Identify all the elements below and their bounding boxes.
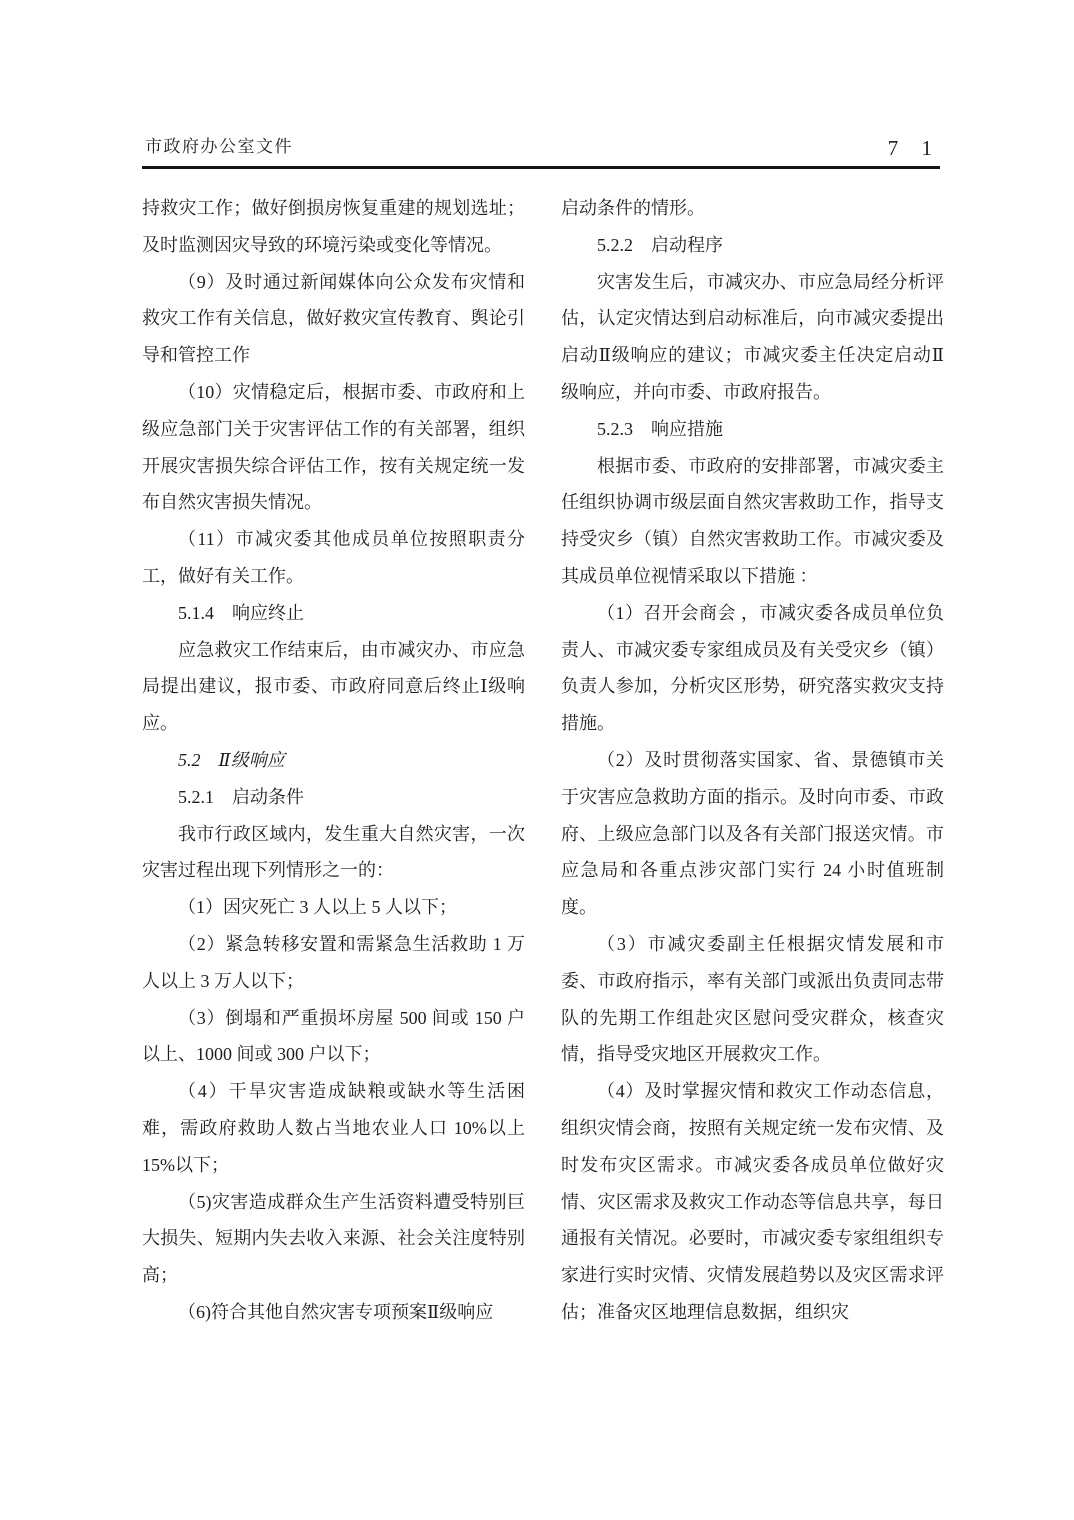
list-item: （4）干旱灾害造成缺粮或缺水等生活困难，需政府救助人数占当地农业人口 10%以上 15%以下； (142, 1081, 525, 1175)
paragraph: （10）灾情稳定后，根据市委、市政府和上级应急部门关于灾害评估工作的有关部署，组织开展灾害损失综合评估工作，按有关规定统一发布自然灾害损失情况。 (142, 381, 525, 513)
page-header (145, 132, 941, 160)
paragraph: 应急救灾工作结束后，由市减灾办、市应急局提出建议，报市委、市政府同意后终止Ⅰ级响应。 (142, 639, 525, 734)
paragraph: 持救灾工作；做好倒损房恢复重建的规划选址；及时监测因灾导致的环境污染或变化等情况。 (142, 198, 525, 255)
paragraph: （11）市减灾委其他成员单位按照职责分工，做好有关工作。 (142, 529, 525, 586)
list-item: （1）召开会商会 ，市减灾委各成员单位负责人、市减灾委专家组成员及有关受灾乡（镇）负责人参加，分析灾区形势，研究落实救灾支持措施。 (561, 602, 944, 734)
header-rule (142, 166, 940, 169)
right-column (561, 190, 944, 1331)
list-item: （1）因灾死亡 3 人以上 5 人以下； (178, 897, 457, 918)
left-column (142, 190, 525, 1331)
page-number: 7 1 (887, 136, 941, 160)
paragraph: 我市行政区域内，发生重大自然灾害，一次灾害过程出现下列情形之一的： (142, 823, 525, 881)
document-header-label: 市政府办公室文件 (145, 137, 293, 156)
section-heading: 5.2.2 启动程序 (597, 234, 723, 255)
list-item: （3）倒塌和严重损坏房屋 500 间或 150 户以上、1000 间或 300 户以下； (142, 1007, 525, 1065)
text-columns (142, 190, 944, 1331)
section-heading: 5.2.3 响应措施 (597, 418, 723, 439)
list-item: （2）紧急转移安置和需紧急生活救助 1 万人以上 3 万人以下； (142, 933, 525, 991)
paragraph: 灾害发生后，市减灾办、市应急局经分析评估，认定灾情达到启动标准后，向市减灾委提出启动Ⅱ级响应的建议；市减灾委主任决定启动Ⅱ级响应，并向市委、市政府报告。 (561, 271, 944, 402)
list-item: （3）市减灾委副主任根据灾情发展和市委、市政府指示，率有关部门或派出负责同志带队的先期工作组赴灾区慰问受灾群众，核查灾情，指导受灾地区开展救灾工作。 (561, 933, 944, 1065)
paragraph: 根据市委、市政府的安排部署，市减灾委主任组织协调市级层面自然灾害救助工作，指导支持受灾乡（镇）自然灾害救助工作。市减灾委及其成员单位视情采取以下措施 ： (561, 455, 944, 586)
list-item: （6)符合其他自然灾害专项预案Ⅱ级响应 (178, 1301, 494, 1322)
paragraph: （9）及时通过新闻媒体向公众发布灾情和救灾工作有关信息，做好救灾宣传教育、舆论引导和管控工作 (142, 271, 525, 366)
section-heading: 5.2 Ⅱ级响应 (178, 749, 285, 770)
list-item: （5)灾害造成群众生产生活资料遭受特别巨大损失、短期内失去收入来源、社会关注度特别高； (142, 1191, 525, 1286)
list-item: （2）及时贯彻落实国家、省、景德镇市关于灾害应急救助方面的指示。及时向市委、市政府、上级应急部门以及各有关部门报送灾情。市应急局和各重点涉灾部门实行 24 小时值班制度。 (561, 749, 944, 918)
list-item: （4）及时掌握灾情和救灾工作动态信息，组织灾情会商，按照有关规定统一发布灾情、及时发布灾区需求。市减灾委各成员单位做好灾情、灾区需求及救灾工作动态等信息共享，每日通报有关情况。必要时，市减灾委专家组组织专家进行实时灾情、灾情发展趋势以及灾区需求评估；准备灾区地理信息数据，组织灾 (561, 1081, 944, 1322)
section-heading: 5.2.1 启动条件 (178, 786, 304, 807)
section-heading: 5.1.4 响应终止 (178, 602, 304, 623)
paragraph: 启动条件的情形。 (561, 198, 705, 218)
